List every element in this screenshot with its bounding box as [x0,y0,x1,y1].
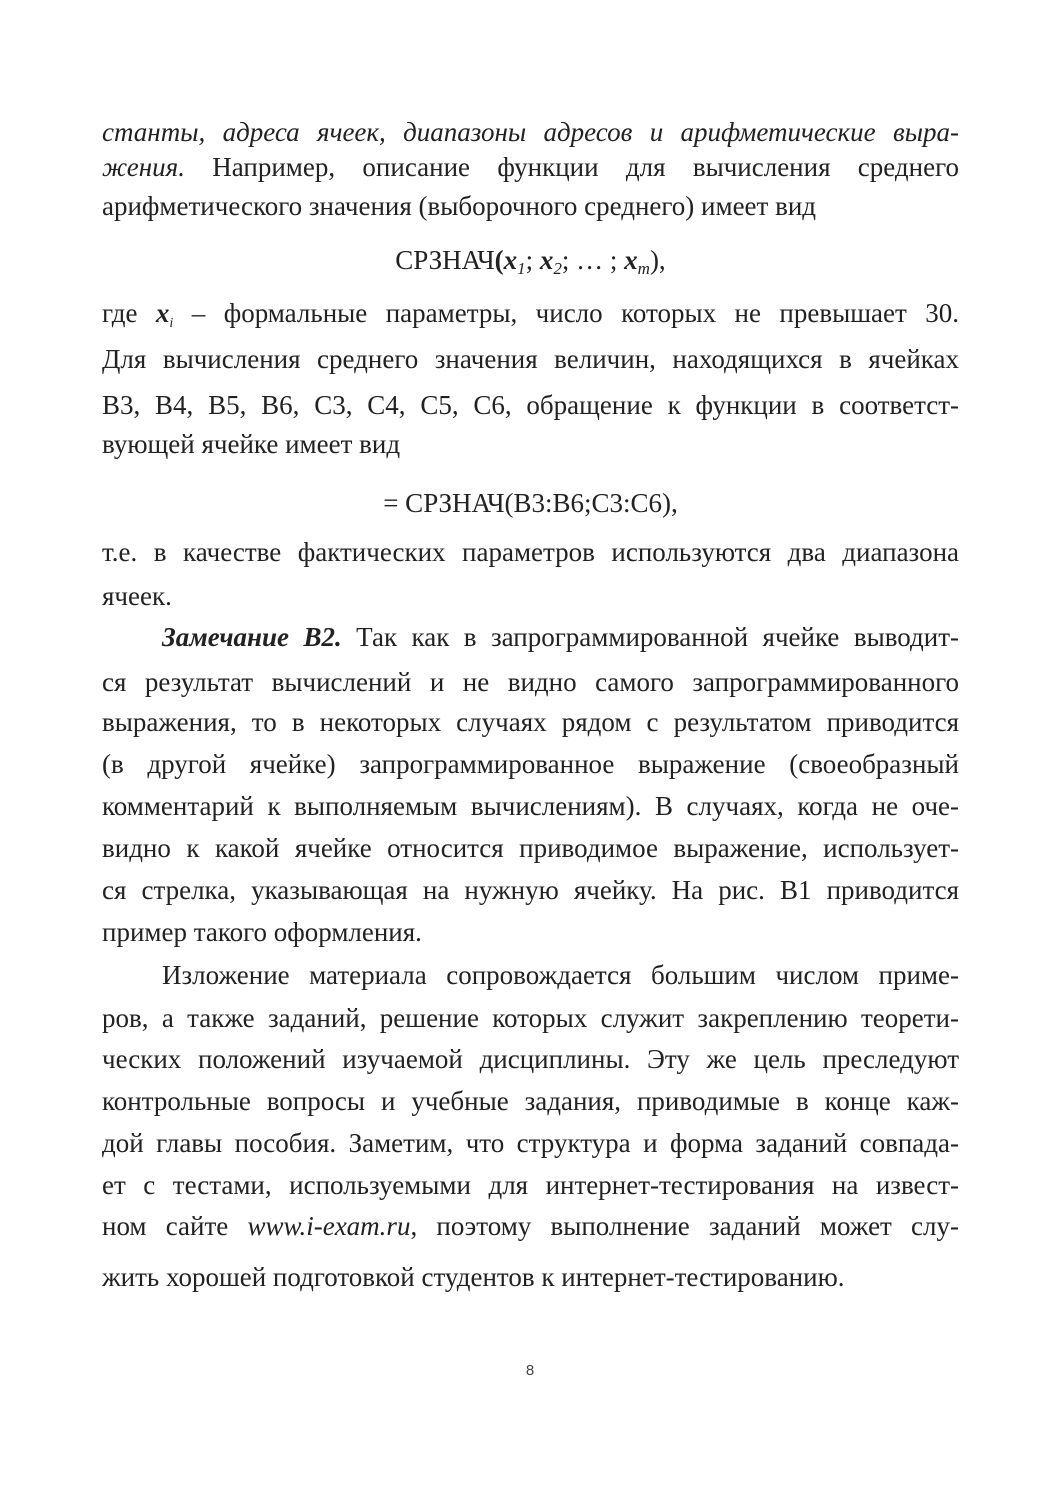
formula-subscript: m [637,259,650,278]
formula-var: x [539,245,554,275]
text-line: дой главы пособия. Заметим, что структура и форма заданий совпада- [102,1128,959,1158]
website-link[interactable]: www.i-exam.ru [247,1211,411,1241]
text-span: – формальные параметры, число которых не превышает 30. [173,298,959,328]
formula-subscript: 2 [553,259,562,278]
text-span: Так как в запрограммированной ячейке выводит- [341,622,959,652]
text-line [102,294,959,343]
text-line: B3, B4, B5, B6, C3, C4, C5, C6, обращение к функции в соответст- [102,390,959,420]
formula-subscript: 1 [517,259,526,278]
text-line: ет с тестами, используемыми для интернет-тестирования на извест- [102,1170,959,1200]
text-line: (в другой ячейке) запрограммированное выражение (своеобразный [102,749,959,779]
text-span: , поэтому выполнение заданий может слу- [410,1211,959,1241]
formula-var: x [155,298,170,328]
text-line: станты, адреса ячеек, диапазоны адресов и арифметические выра- [102,117,959,147]
text-line: Для вычисления среднего значения величин, находящихся в ячейках [102,344,959,374]
remark-heading: Замечание В2. [162,622,342,652]
text-span: Например, описание функции для вычисления среднего [184,152,959,182]
formula-separator: ; [525,245,540,275]
text-line: выражения, то в некоторых случаях рядом с результатом приводится [102,707,959,737]
formula-var: x [624,245,638,275]
text-line: комментарий к выполняемым вычислениям). В случаях, когда не оче- [102,791,959,821]
page-number: 8 [525,1362,535,1379]
formula-function-name: СРЗНАЧ [395,245,495,275]
italic-text: жения. [102,152,185,182]
text-line: пример такого оформления. [102,917,422,947]
text-line: ся результат вычислений и не видно самого запрограммированного [102,667,959,697]
formula-paren: ), [649,245,666,275]
text-line: ческих положений изучаемой дисциплины. Эту же цель преследуют [102,1044,959,1074]
text-line: ячеек. [102,581,172,611]
text-line: жить хорошей подготовкой студентов к интернет-тестированию. [102,1262,845,1292]
text-line [162,618,959,656]
text-line: ся стрелка, указывающая на нужную ячейку. На рис. В1 приводится [102,875,959,905]
formula-var: x [503,245,518,275]
text-line: т.е. в качестве фактических параметров используются два диапазона [102,537,959,567]
text-line: ров, а также заданий, решение которых служит закреплению теорети- [102,1003,959,1033]
text-line: арифметического значения (выборочного среднего) имеет вид [102,191,817,221]
text-line [102,148,959,186]
formula-average [102,241,959,288]
text-line: вующей ячейке имеет вид [102,429,401,459]
formula-subscript: i [169,316,174,331]
text-line: контрольные вопросы и учебные задания, приводимые в конце каж- [102,1086,959,1116]
text-span: ном сайте [102,1211,248,1241]
text-span: где [102,298,156,328]
formula-separator: ; … ; [561,245,625,275]
text-line [102,1207,959,1245]
formula-average-range: = СРЗНАЧ(B3:B6;C3:C6), [383,488,678,518]
text-line: Изложение материала сопровождается большим числом приме- [162,960,959,990]
formula-paren: ( [494,245,504,275]
text-line: видно к какой ячейке относится приводимое выражение, использует- [102,833,959,863]
